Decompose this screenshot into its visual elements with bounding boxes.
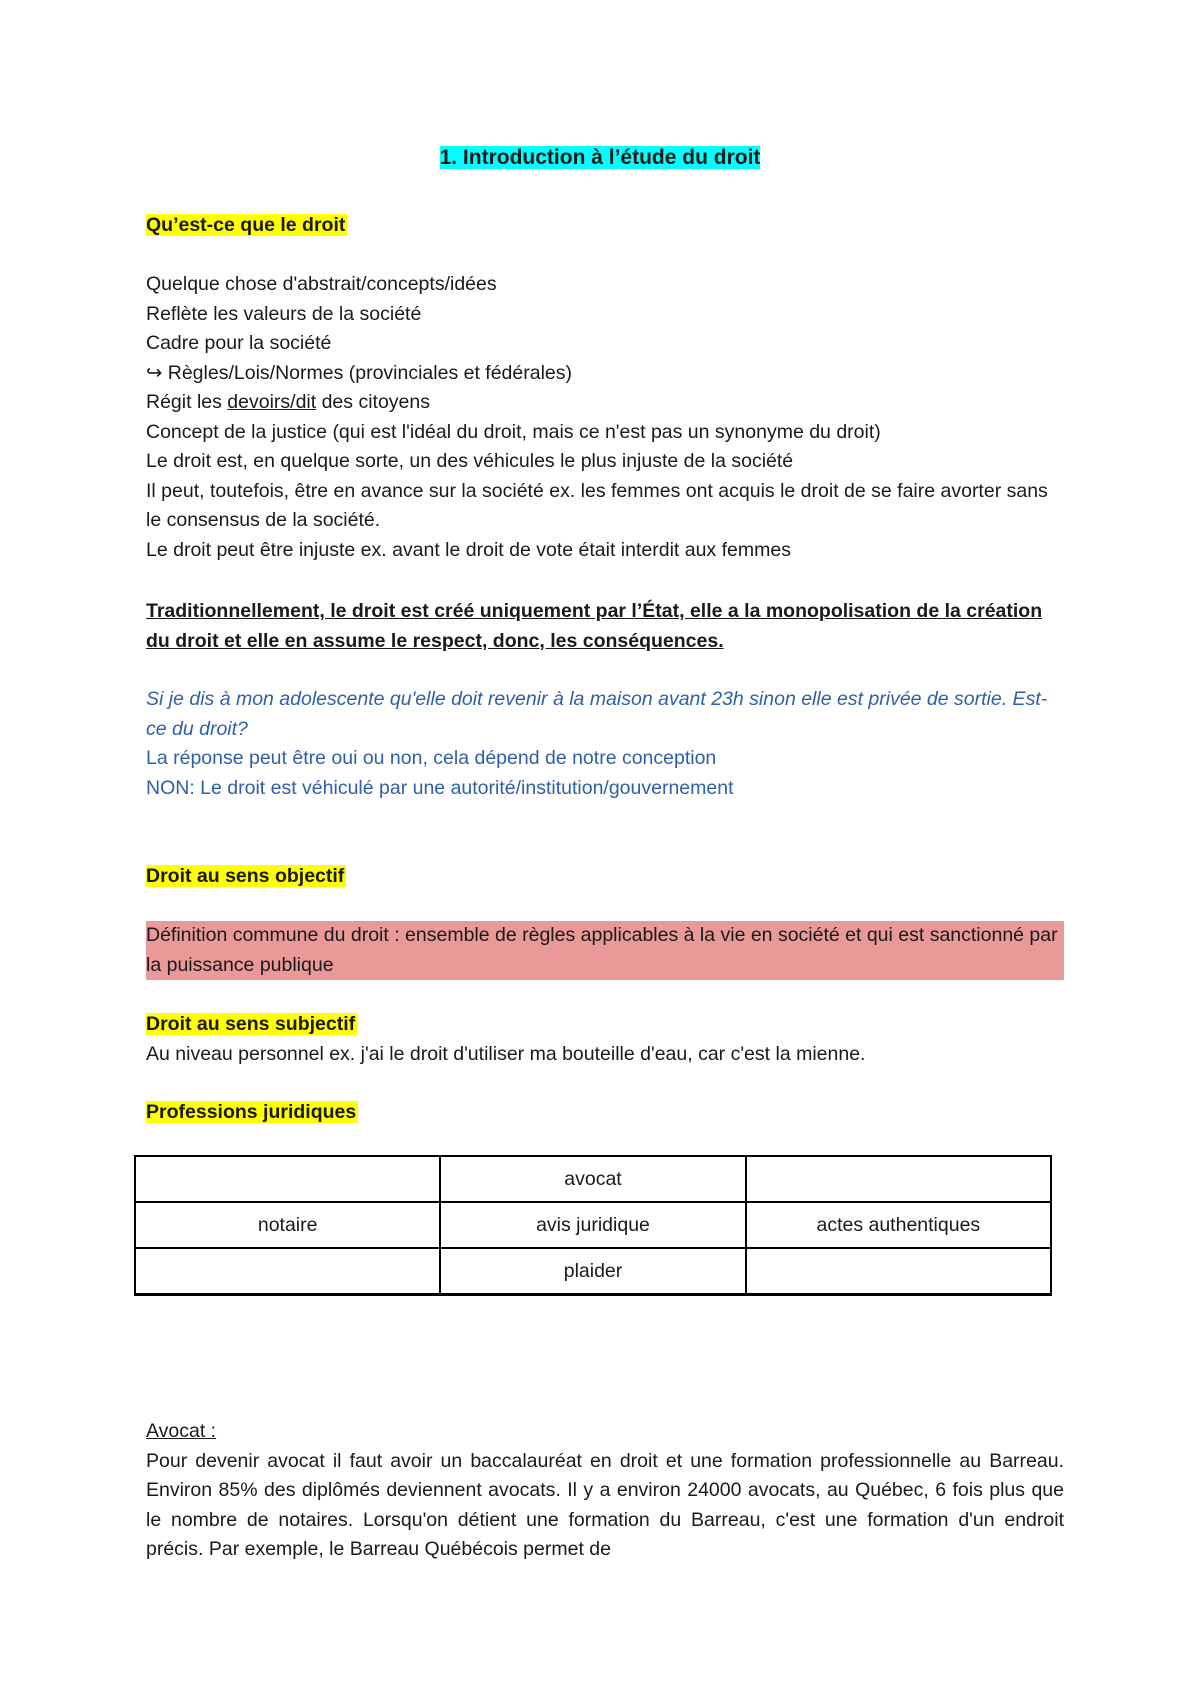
list-line: Il peut, toutefois, être en avance sur la société ex. les femmes ont acquis le droit de se faire avorter sans le consensus de la société. [146,479,1048,531]
table-cell [746,1248,1051,1295]
table-row [135,1202,1051,1248]
law-characteristics-list [146,270,1064,565]
list-line: Cadre pour la société [146,332,332,354]
table-cell [135,1248,440,1295]
table-cell: avis juridique [440,1202,745,1248]
section-heading: Qu’est-ce que le droit [146,214,346,236]
traditional-text: Traditionnellement, le droit est créé uniquement par l’État, elle a la monopolisation de la création du droit et elle en assume le respect, donc, les conséquences. [146,600,1043,652]
professions-table [134,1155,1052,1296]
section-objective [146,862,1064,892]
avocat-text: Pour devenir avocat il faut avoir un baccalauréat en droit et une formation professionnelle au Barreau. Environ 85% des diplômés deviennent avocats. Il y a environ 24000 avocats, au Québec, 6 fois plus que le nombre de notaires. Lorsqu'on détient une formation du Barreau, c'est une formation d'un endroit précis. Par exemple, le Barreau Québécois permet de [146,1449,1064,1560]
list-line: Le droit est, en quelque sorte, un des véhicules le plus injuste de la société [146,450,794,472]
table-cell: actes authentiques [746,1202,1051,1248]
table-row [135,1156,1051,1202]
section-heading: Droit au sens objectif [146,865,345,887]
section-avocat [146,1417,1064,1565]
list-line: Reflète les valeurs de la société [146,302,422,325]
table-cell: avocat [440,1156,745,1202]
section-what-is-law [146,211,1064,241]
section-professions [146,1098,1064,1128]
page-title-text: 1. Introduction à l’étude du droit [439,146,761,169]
definition-text: Définition commune du droit : ensemble de règles applicables à la vie en société et qui est sanctionné par la puissance publique [146,921,1064,980]
avocat-heading: Avocat : [146,1420,217,1442]
list-line: Concept de la justice (qui est l'idéal du droit, mais ce n'est pas un synonyme du droit) [146,420,881,443]
table-cell: plaider [440,1248,745,1295]
section-heading: Professions juridiques [146,1101,357,1123]
table-row [135,1248,1051,1295]
table-cell: notaire [135,1202,440,1248]
objective-definition [146,921,1064,980]
example-answer: NON: Le droit est véhiculé par une autorité/institution/gouvernement [146,776,734,799]
example-answer: La réponse peut être oui ou non, cela dépend de notre conception [146,747,717,769]
list-line: Quelque chose d'abstrait/concepts/idées [146,273,497,295]
page-title [0,143,1200,173]
traditional-statement [146,597,1064,656]
list-line: Le droit peut être injuste ex. avant le droit de vote était interdit aux femmes [146,538,791,561]
section-subjective [146,1010,1064,1069]
subjective-text: Au niveau personnel ex. j'ai le droit d'utiliser ma bouteille d'eau, car c'est la mienne. [146,1042,866,1065]
example-block [146,685,1064,803]
section-heading: Droit au sens subjectif [146,1013,356,1035]
example-question: Si je dis à mon adolescente qu'elle doit revenir à la maison avant 23h sinon elle est privée de sortie. Est-ce du droit? [146,688,1048,740]
list-line: ↪ Règles/Lois/Normes (provinciales et fédérales) [146,361,573,384]
list-line: Régit les devoirs/dit des citoyens [146,391,430,413]
table-cell [135,1156,440,1202]
table-cell [746,1156,1051,1202]
